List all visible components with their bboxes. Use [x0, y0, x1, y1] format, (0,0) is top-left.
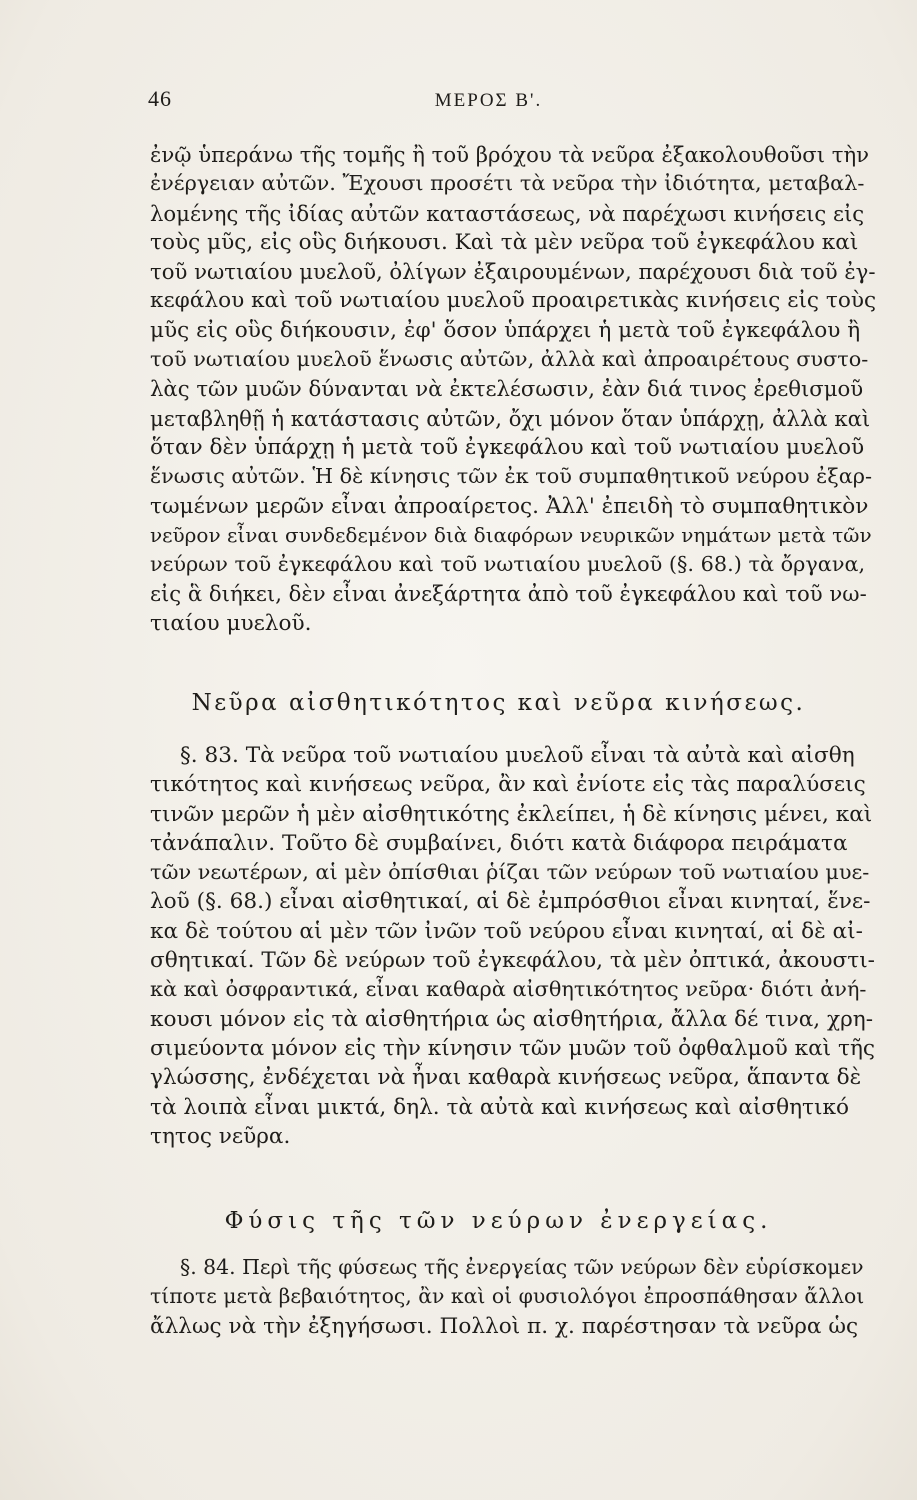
text-line: λὰς τῶν μυῶν δύνανται νὰ ἐκτελέσωσιν, ἐὰν διά τινος ἐρεθισμοῦ — [150, 376, 864, 402]
text-line: τίποτε μετὰ βεβαιότητος, ἂν καὶ οἱ φυσιολόγοι ἐπροσπάθησαν ἄλλοι — [150, 1284, 865, 1309]
section-heading: Νεῦρα αἰσθητικότητος καὶ νεῦρα κινήσεως. — [191, 690, 806, 716]
text-line: ὅταν δὲν ὑπάρχῃ ἡ μετὰ τοῦ ἐγκεφάλου καὶ τοῦ νωτιαίου μυελοῦ — [150, 434, 865, 460]
text-line: νεῦρον εἶναι συνδεδεμένον διὰ διαφόρων νευρικῶν νημάτων μετὰ τῶν — [150, 522, 872, 547]
text-line: τῶν νεωτέρων, αἱ μὲν ὀπίσθιαι ῥίζαι τῶν νεύρων τοῦ νωτιαίου μυε- — [150, 860, 870, 885]
text-line: §. 83. Τὰ νεῦρα τοῦ νωτιαίου μυελοῦ εἶναι τὰ αὐτὰ καὶ αἰσθη — [180, 743, 855, 768]
text-line: μεταβληθῇ ἡ κατάστασις αὐτῶν, ὄχι μόνον ὅταν ὑπάρχῃ, ἀλλὰ καὶ — [150, 405, 871, 431]
text-line: λοῦ (§. 68.) εἶναι αἰσθητικαί, αἱ δὲ ἐμπρόσθιοι εἶναι κινηταί, ἕνε- — [150, 889, 871, 915]
page-number: 46 — [148, 86, 172, 111]
text-line: σθητικαί. Τῶν δὲ νεύρων τοῦ ἐγκεφάλου, τὰ μὲν ὀπτικά, ἀκουστι- — [150, 948, 875, 974]
text-line: τοῦ νωτιαίου μυελοῦ ἕνωσις αὐτῶν, ἀλλὰ καὶ ἀπροαιρέτους συστο- — [150, 347, 869, 372]
text-line: τιαίου μυελοῦ. — [150, 610, 312, 636]
paragraph-83 — [150, 741, 876, 1151]
text-line: ἄλλως νὰ τὴν ἐξηγήσωσι. Πολλοὶ π. χ. παρέστησαν τὰ νεῦρα ὡς — [150, 1313, 859, 1339]
text-line: μῦς εἰς οὓς διήκουσιν, ἐφ' ὅσον ὑπάρχει ἡ μετὰ τοῦ ἐγκεφάλου ἢ — [150, 317, 861, 343]
text-line: κὰ καὶ ὀσφραντικά, εἶναι καθαρὰ αἰσθητικότητος νεῦρα· διότι ἀνή- — [150, 977, 867, 1002]
text-line: τωμένων μερῶν εἶναι ἀπροαίρετος. Ἀλλ' ἐπειδὴ τὸ συμπαθητικὸν — [150, 493, 869, 519]
text-line: τοῦ νωτιαίου μυελοῦ, ὀλίγων ἐξαιρουμένων, παρέχουσι διὰ τοῦ ἐγ- — [150, 259, 876, 285]
text-line: σιμεύοντα μόνον εἰς τὴν κίνησιν τῶν μυῶν τοῦ ὀφθαλμοῦ καὶ τῆς — [150, 1035, 875, 1061]
text-line: εἰς ἃ διήκει, δὲν εἶναι ἀνεξάρτητα ἀπὸ τοῦ ἐγκεφάλου καὶ τοῦ νω- — [150, 581, 867, 607]
section-heading: Φύσις τῆς τῶν νεύρων ἐνεργείας. — [224, 1208, 773, 1234]
text-line: τἀνάπαλιν. Τοῦτο δὲ συμβαίνει, διότι κατὰ διάφορα πειράματα — [150, 830, 848, 856]
paragraph-continued — [150, 140, 876, 638]
text-line: κουσι μόνον εἰς τὰ αἰσθητήρια ὡς αἰσθητήρια, ἄλλα δέ τινα, χρη- — [150, 1006, 874, 1032]
text-line: κα δὲ τούτου αἱ μὲν τῶν ἰνῶν τοῦ νεύρου εἶναι κινηταί, αἱ δὲ αἰ- — [150, 918, 863, 944]
text-line: τικότητος καὶ κινήσεως νεῦρα, ἂν καὶ ἐνίοτε εἰς τὰς παραλύσεις — [150, 772, 866, 798]
running-head: ΜΕΡΟΣ Β'. — [434, 90, 543, 111]
text-line: τητος νεῦρα. — [150, 1123, 291, 1149]
text-line: ἐνέργειαν αὐτῶν. Ἔχουσι προσέτι τὰ νεῦρα τὴν ἰδιότητα, μεταβαλ- — [150, 171, 865, 196]
text-line: §. 84. Περὶ τῆς φύσεως τῆς ἐνεργείας τῶν νεύρων δὲν εὑρίσκομεν — [180, 1255, 864, 1279]
text-line: τὰ λοιπὰ εἶναι μικτά, δηλ. τὰ αὐτὰ καὶ κινήσεως καὶ αἰσθητικό — [150, 1094, 849, 1120]
paragraph-84 — [150, 1253, 876, 1341]
text-line: ἕνωσις αὐτῶν. Ἡ δὲ κίνησις τῶν ἐκ τοῦ συμπαθητικοῦ νεύρου ἐξαρ- — [150, 464, 873, 489]
text-line: τοὺς μῦς, εἰς οὓς διήκουσι. Καὶ τὰ μὲν νεῦρα τοῦ ἐγκεφάλου καὶ — [150, 229, 859, 255]
text-line: κεφάλου καὶ τοῦ νωτιαίου μυελοῦ προαιρετικὰς κινήσεις εἰς τοὺς — [150, 288, 877, 314]
text-line: τινῶν μερῶν ἡ μὲν αἰσθητικότης ἐκλείπει, ἡ δὲ κίνησις μένει, καὶ — [150, 801, 873, 827]
text-line: ἐνῷ ὑπεράνω τῆς τομῆς ἢ τοῦ βρόχου τὰ νεῦρα ἐξακολουθοῦσι τὴν — [150, 142, 870, 167]
text-line: γλώσσης, ἐνδέχεται νὰ ἦναι καθαρὰ κινήσεως νεῦρα, ἅπαντα δὲ — [150, 1065, 862, 1091]
text-line: λομένης τῆς ἰδίας αὐτῶν καταστάσεως, νὰ παρέχωσι κινήσεις εἰς — [150, 200, 865, 226]
text-line: νεύρων τοῦ ἐγκεφάλου καὶ τοῦ νωτιαίου μυελοῦ (§. 68.) τὰ ὄργανα, — [150, 552, 866, 577]
